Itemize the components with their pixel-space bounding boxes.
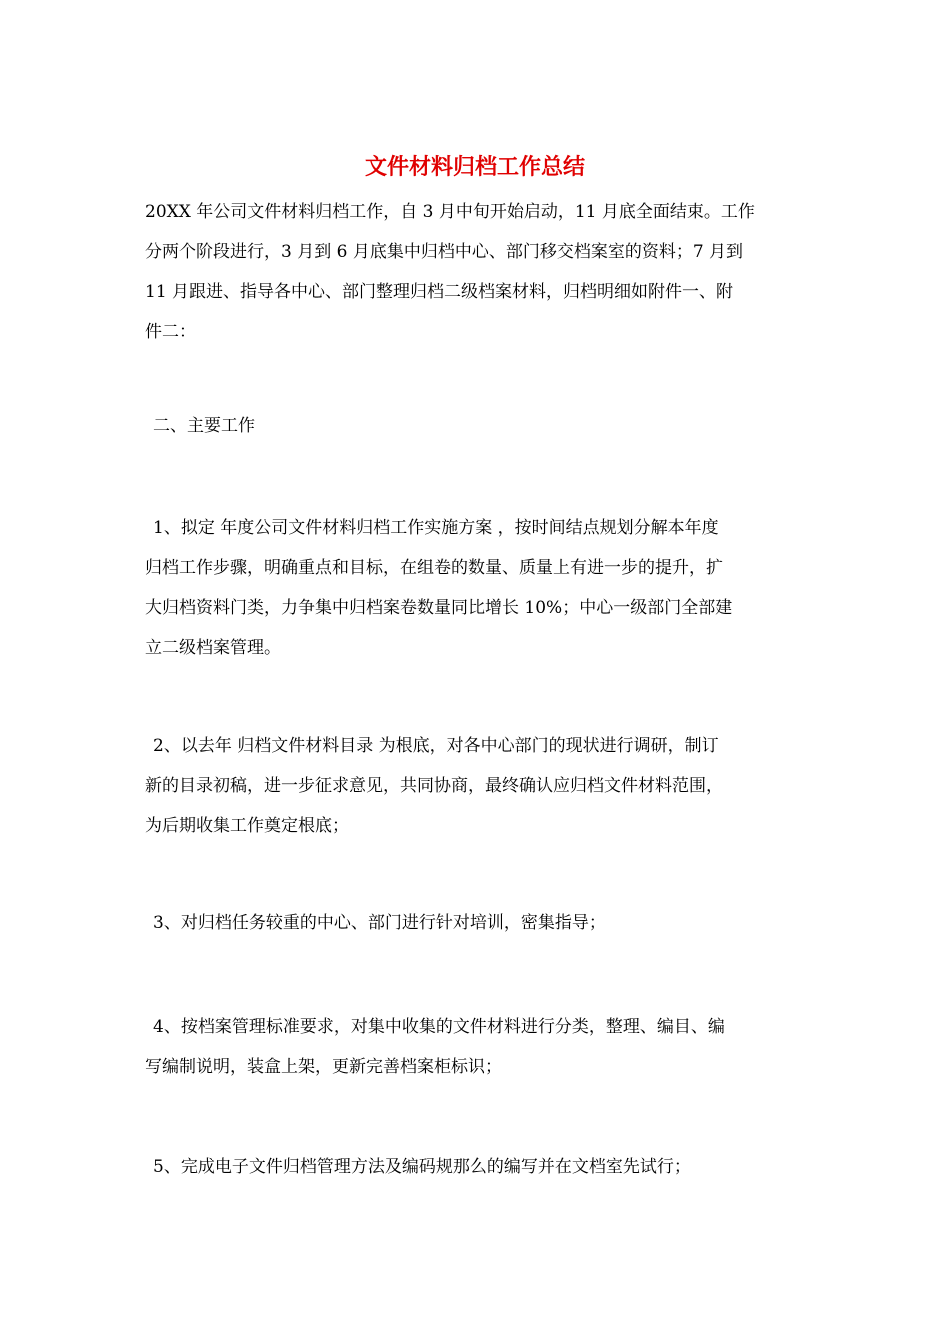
work-item-4 [145, 1007, 805, 1087]
intro-line: 件二： [145, 322, 196, 342]
work-item-line: 大归档资料门类，力争集中归档案卷数量同比增长 10%；中心一级部门全部建 [145, 598, 733, 618]
section-heading [145, 406, 805, 446]
work-item-line: 1、拟定 年度公司文件材料归档工作实施方案 ，按时间结点规划分解本年度 [153, 518, 719, 538]
work-item-line: 5、完成电子文件归档管理方法及编码规那么的编写并在文档室先试行； [153, 1157, 691, 1177]
intro-line: 分两个阶段进行，3 月到 6 月底集中归档中心、部门移交档案室的资料；7 月到 [145, 242, 744, 262]
work-item-line: 3、对归档任务较重的中心、部门进行针对培训，密集指导； [153, 913, 606, 933]
document-title: 文件材料归档工作总结 [364, 154, 585, 180]
work-item-2 [145, 726, 805, 846]
intro-paragraph [145, 192, 805, 352]
section-heading-text: 二、主要工作 [153, 416, 255, 436]
intro-line: 20XX 年公司文件材料归档工作，自 3 月中旬开始启动，11 月底全面结束。工作 [145, 202, 755, 222]
intro-line: 11 月跟进、指导各中心、部门整理归档二级档案材料，归档明细如附件一、附 [145, 282, 734, 302]
work-item-line: 写编制说明，装盒上架，更新完善档案柜标识； [145, 1057, 502, 1077]
work-item-line: 归档工作步骤，明确重点和目标，在组卷的数量、质量上有进一步的提升，扩 [145, 558, 723, 578]
work-item-line: 4、按档案管理标准要求，对集中收集的文件材料进行分类，整理、编目、编 [153, 1017, 725, 1037]
work-item-5 [145, 1147, 805, 1187]
work-item-1 [145, 508, 805, 668]
work-item-line: 立二级档案管理。 [145, 638, 281, 658]
work-item-line: 2、以去年 归档文件材料目录 为根底，对各中心部门的现状进行调研，制订 [153, 736, 719, 756]
work-item-line: 新的目录初稿，进一步征求意见，共同协商，最终确认应归档文件材料范围， [145, 776, 723, 796]
work-item-line: 为后期收集工作奠定根底； [145, 816, 349, 836]
work-item-3 [145, 903, 805, 943]
